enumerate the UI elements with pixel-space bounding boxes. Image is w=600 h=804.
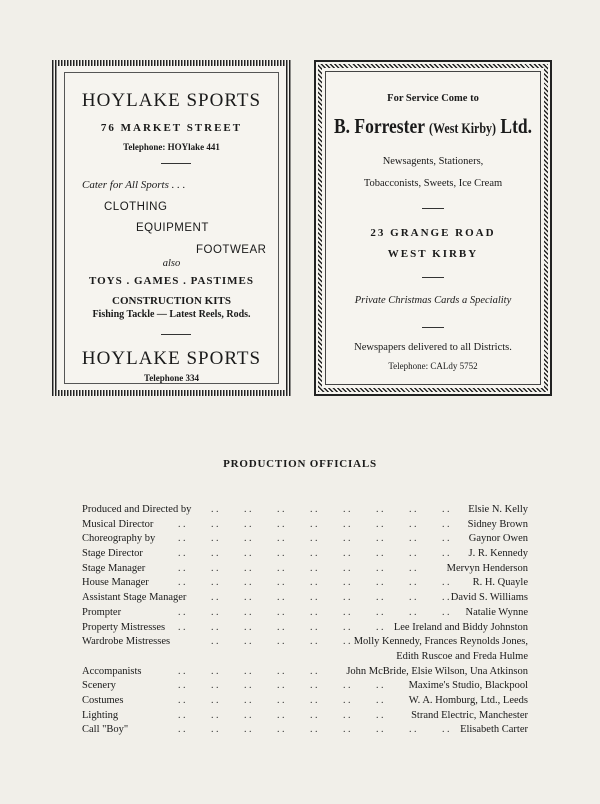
official-name: Mervyn Henderson <box>446 562 528 574</box>
officials-heading: PRODUCTION OFFICIALS <box>223 458 377 470</box>
official-name: J. R. Kennedy <box>468 548 528 560</box>
leader-dots: . . . . . . . . . . <box>178 665 318 677</box>
advert-item-equipment: EQUIPMENT <box>136 222 209 234</box>
official-row <box>82 636 528 651</box>
advert-address-street: 23 GRANGE ROAD <box>370 227 496 239</box>
official-role: Call "Boy" <box>82 724 129 736</box>
leader-dots: . . . . . . . . . . . . . . . . . . <box>178 533 450 545</box>
official-role: Lighting <box>82 709 119 721</box>
official-role: Property Mistresses <box>82 621 166 633</box>
divider <box>422 327 444 328</box>
officials-list <box>82 504 528 739</box>
official-name: Elisabeth Carter <box>460 724 528 736</box>
official-row <box>82 695 528 710</box>
official-role: Prompter <box>82 606 122 618</box>
official-name: Elsie N. Kelly <box>468 504 528 515</box>
advert-trades-line-2: Tobacconists, Sweets, Ice Cream <box>363 178 503 189</box>
advert-business-name <box>316 114 550 139</box>
official-row <box>82 622 528 637</box>
official-row <box>82 666 528 681</box>
advert-title-bottom: HOYLAKE SPORTS <box>81 348 262 369</box>
advert-also: also <box>162 258 181 269</box>
leader-dots: . . . . . . . . . . . . . . <box>178 709 384 721</box>
advert-construction-kits: CONSTRUCTION KITS <box>112 295 231 307</box>
official-name: Lee Ireland and Biddy Johnston <box>393 621 528 633</box>
advert-telephone: Telephone: CALdy 5752 <box>388 361 478 371</box>
official-row <box>82 563 528 578</box>
leader-dots: . . . . . . . . . . . . . . . . <box>211 592 450 604</box>
official-name: W. A. Homburg, Ltd., Leeds <box>408 694 528 706</box>
official-role: Produced and Directed by <box>82 504 192 515</box>
advert-address: 76 MARKET STREET <box>100 122 243 134</box>
advert-christmas-cards: Private Christmas Cards a Speciality <box>354 295 512 306</box>
official-row <box>82 710 528 725</box>
business-name-location: (West Kirby) <box>429 120 497 137</box>
official-name: Molly Kennedy, Frances Reynolds Jones, <box>353 636 528 648</box>
leader-dots: . . . . . . . . . . . . . . <box>178 621 384 633</box>
official-role: House Manager <box>82 577 149 589</box>
official-role: Stage Director <box>82 548 143 560</box>
official-role: Stage Manager <box>82 562 146 574</box>
official-row <box>82 577 528 592</box>
official-row <box>82 548 528 563</box>
official-row <box>82 592 528 607</box>
official-role: Costumes <box>82 694 124 706</box>
official-row <box>82 504 528 519</box>
official-name: John McBride, Elsie Wilson, Una Atkinson <box>346 665 528 677</box>
advert-newspapers: Newspapers delivered to all Districts. <box>354 342 512 353</box>
official-role: Choreography by <box>82 533 156 545</box>
advert-cater-line: Cater for All Sports . . . <box>82 179 186 191</box>
advert-telephone-bottom: Telephone 334 <box>144 373 199 383</box>
leader-dots: . . . . . . . . . . . . . . . . . . <box>178 724 450 736</box>
leader-dots: . . . . . . . . . . . . . . . . <box>178 562 417 574</box>
official-name: Strand Electric, Manchester <box>411 709 528 721</box>
official-role: Scenery <box>82 680 116 692</box>
official-name: Gaynor Owen <box>468 533 528 545</box>
divider <box>422 277 444 278</box>
divider <box>161 163 191 164</box>
official-name: Sidney Brown <box>467 518 528 530</box>
leader-dots: . . . . . . . . . . . . . . . . <box>211 504 450 515</box>
hoylake-sports-advert <box>52 60 291 396</box>
leader-dots: . . . . . . . . . . . . . . <box>178 694 384 706</box>
advert-address-town: WEST KIRBY <box>387 248 479 260</box>
official-role: Musical Director <box>82 518 154 530</box>
advert-trades-line-1: Newsagents, Stationers, <box>382 156 484 167</box>
official-name: David S. Williams <box>450 592 528 604</box>
business-name-main: B. Forrester <box>333 114 425 138</box>
forrester-advert <box>314 60 552 396</box>
official-name: R. H. Quayle <box>472 577 528 589</box>
official-role: Wardrobe Mistresses <box>82 636 171 648</box>
leader-dots: . . . . . . . . . . . . . . . . . . <box>178 577 450 589</box>
advert-fishing-tackle: Fishing Tackle — Latest Reels, Rods. <box>92 309 251 320</box>
leader-dots: . . . . . . . . . . . . . . . . . . <box>178 606 450 618</box>
official-name: Maxime's Studio, Blackpool <box>408 680 528 692</box>
leader-dots: . . . . . . . . . . <box>211 636 351 648</box>
advert-telephone: Telephone: HOYlake 441 <box>123 142 220 152</box>
leader-dots: . . . . . . . . . . . . . . . . . . <box>178 518 450 530</box>
official-row <box>82 651 528 666</box>
divider <box>422 208 444 209</box>
official-row <box>82 519 528 534</box>
divider <box>161 334 191 335</box>
official-row <box>82 680 528 695</box>
official-row <box>82 607 528 622</box>
leader-dots: . . . . . . . . . . . . . . . . . . <box>178 548 450 560</box>
business-name-ltd: Ltd. <box>500 114 533 138</box>
advert-item-footwear: FOOTWEAR <box>196 244 267 256</box>
official-name: Natalie Wynne <box>465 606 528 618</box>
advert-title: HOYLAKE SPORTS <box>81 90 262 111</box>
leader-dots: . . . . . . . . . . . . . . <box>178 680 384 692</box>
advert-service-line: For Service Come to <box>387 93 479 104</box>
official-role: Assistant Stage Manager <box>82 592 187 604</box>
official-role: Accompanists <box>82 665 142 677</box>
official-name: Edith Ruscoe and Freda Hulme <box>396 650 528 662</box>
advert-item-clothing: CLOTHING <box>104 201 168 213</box>
official-row <box>82 533 528 548</box>
advert-toys-games: TOYS . GAMES . PASTIMES <box>88 275 254 287</box>
official-row <box>82 724 528 739</box>
